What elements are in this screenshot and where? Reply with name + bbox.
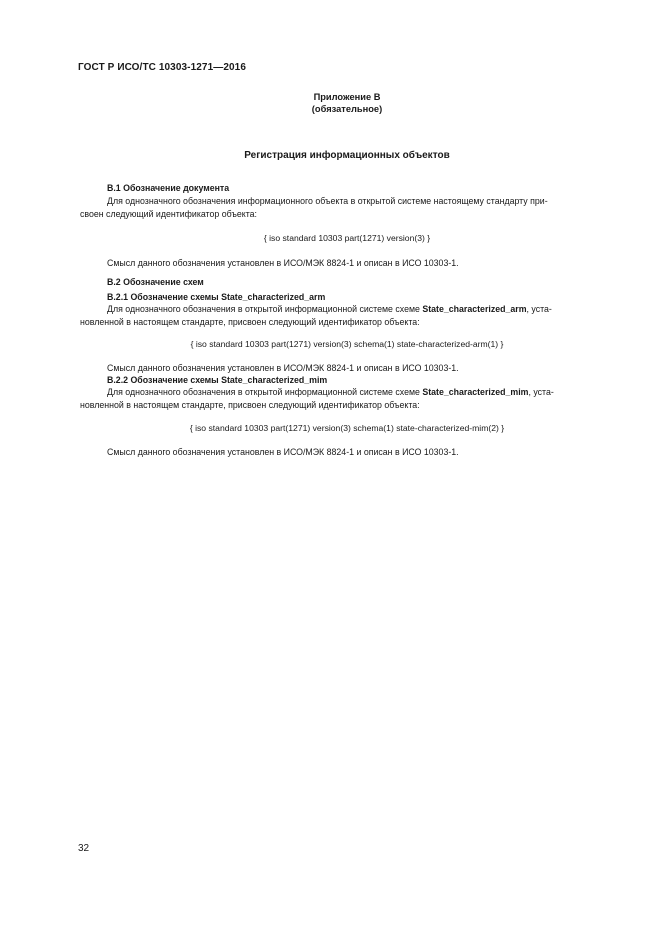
b22-paragraph-prefix: Для однозначного обозначения в открытой информационной системе схеме	[107, 387, 423, 397]
page-number: 32	[78, 843, 90, 854]
b21-meaning: Смысл данного обозначения установлен в ИСО/МЭК 8824-1 и описан в ИСО 10303-1.	[107, 363, 459, 373]
b22-paragraph	[80, 386, 616, 411]
b1-identifier: { iso standard 10303 part(1271) version(3) }	[263, 233, 431, 243]
appendix-title: Приложение В	[313, 92, 381, 102]
b22-schema-name: State_characterized_mim	[422, 387, 529, 397]
b21-paragraph-suffix: , уста-	[526, 304, 552, 314]
b22-paragraph-line2: новленной в настоящем стандарте, присвоен следующий идентификатор объекта:	[80, 399, 420, 410]
b22-paragraph-suffix: , уста-	[528, 387, 554, 397]
b1-heading: В.1 Обозначение документа	[107, 183, 230, 193]
b22-meaning: Смысл данного обозначения установлен в ИСО/МЭК 8824-1 и описан в ИСО 10303-1.	[107, 447, 459, 457]
b21-identifier: { iso standard 10303 part(1271) version(3) schema(1) state-characterized-arm(1) }	[190, 339, 504, 349]
b1-paragraph-line1: Для однозначного обозначения информационного объекта в открытой системе настоящему стандарту при-	[107, 196, 548, 206]
b21-paragraph-prefix: Для однозначного обозначения в открытой информационной системе схеме	[107, 304, 423, 314]
b2-heading: В.2 Обозначение схем	[107, 277, 204, 287]
b22-heading: В.2.2 Обозначение схемы State_characterized_mim	[107, 375, 328, 385]
appendix-status: (обязательное)	[311, 104, 383, 114]
document-header: ГОСТ Р ИСО/ТС 10303-1271—2016	[78, 62, 246, 73]
b21-paragraph	[80, 303, 616, 328]
b1-paragraph-line2: своен следующий идентификатор объекта:	[80, 208, 257, 219]
b1-paragraph	[80, 195, 616, 220]
b22-identifier: { iso standard 10303 part(1271) version(3) schema(1) state-characterized-mim(2) }	[189, 423, 505, 433]
section-title: Регистрация информационных объектов	[244, 150, 450, 161]
b21-schema-name: State_characterized_arm	[422, 304, 527, 314]
b21-paragraph-line2: новленной в настоящем стандарте, присвоен следующий идентификатор объекта:	[80, 316, 420, 327]
b1-meaning: Смысл данного обозначения установлен в ИСО/МЭК 8824-1 и описан в ИСО 10303-1.	[107, 258, 459, 268]
b21-heading: В.2.1 Обозначение схемы State_characterized_arm	[107, 292, 326, 302]
